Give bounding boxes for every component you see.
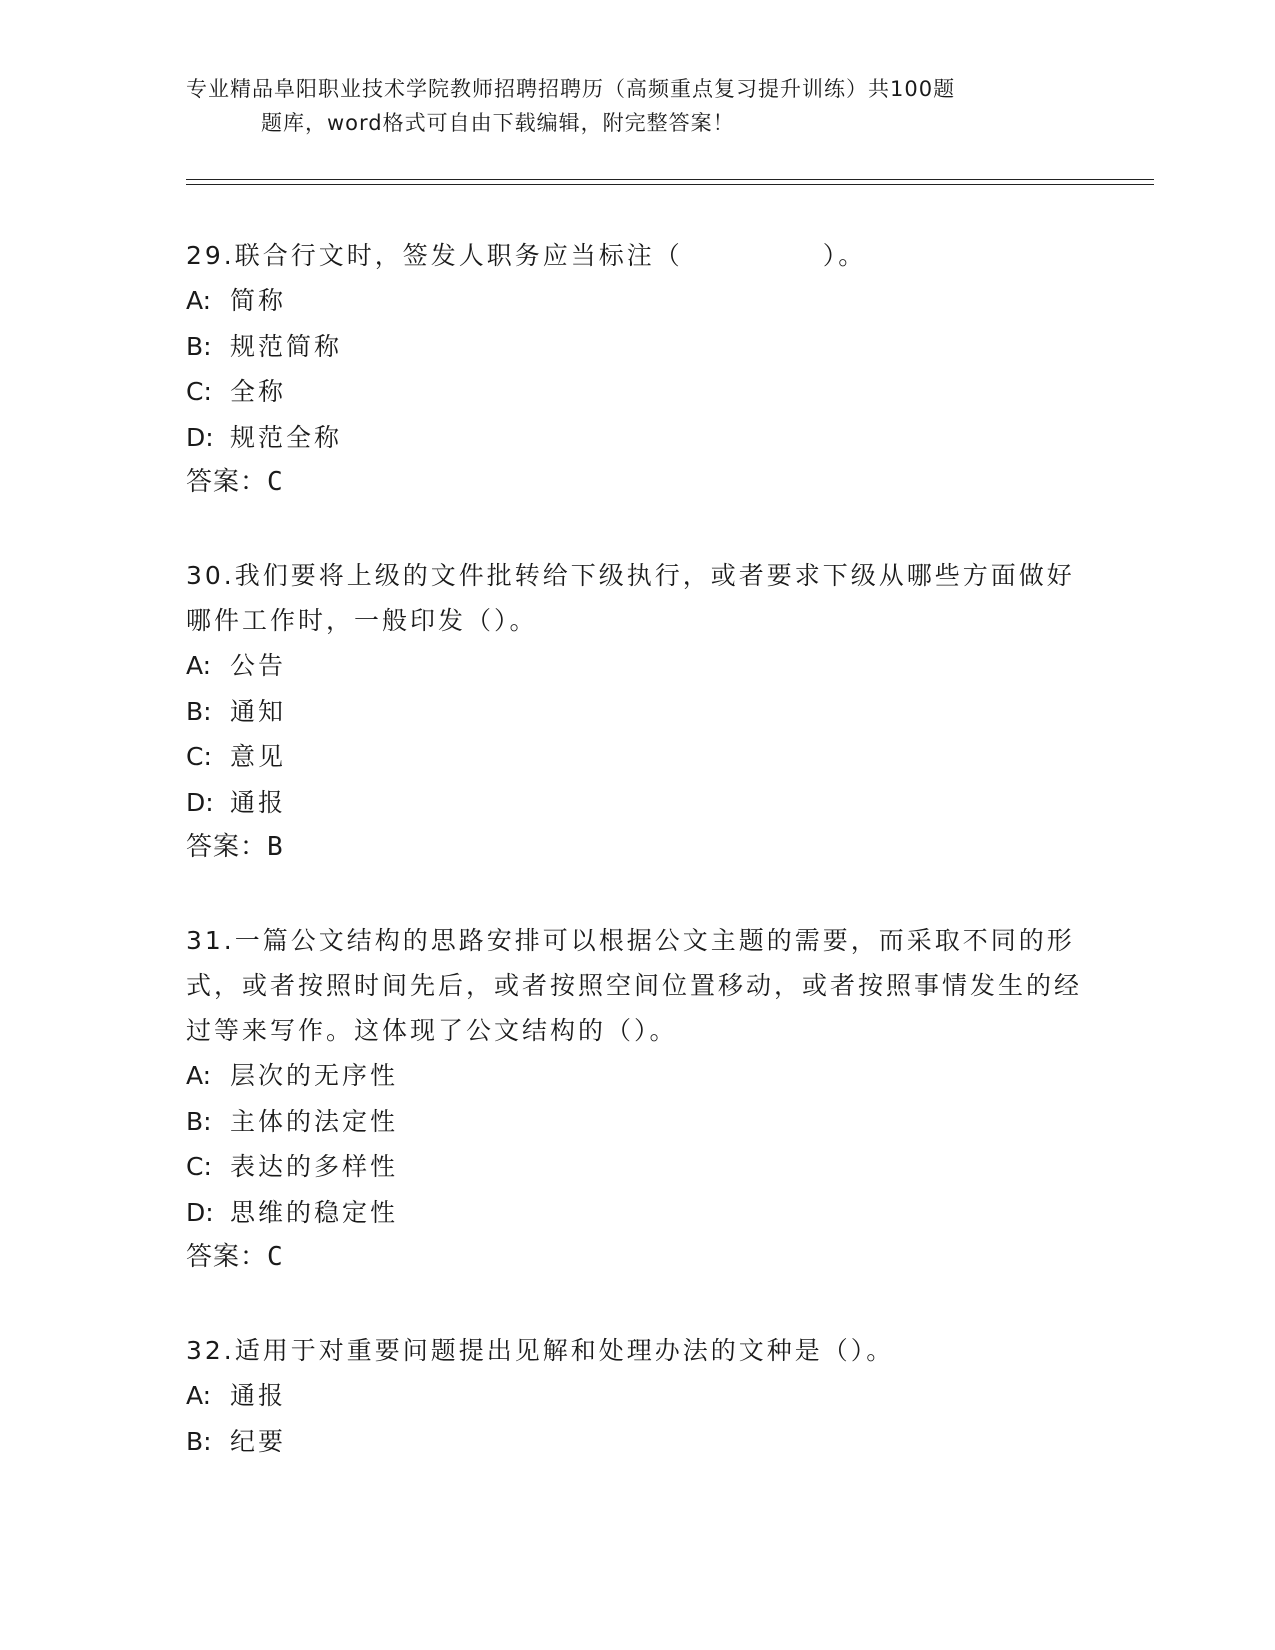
- option-key: A:: [186, 1061, 212, 1090]
- question-29: [186, 233, 1086, 505]
- option-d: [186, 1190, 1086, 1236]
- option-key: C:: [186, 377, 212, 406]
- document-header: [186, 72, 1086, 140]
- option-b: [186, 1099, 1086, 1145]
- option-key: D:: [186, 422, 214, 452]
- question-list: [186, 233, 1086, 1512]
- option-key: B:: [186, 1426, 212, 1456]
- option-b: [186, 689, 1086, 735]
- answer-line: [186, 460, 1086, 505]
- header-divider-bottom: [186, 184, 1154, 185]
- option-text: 纪要: [230, 1426, 287, 1456]
- option-key: C:: [186, 742, 212, 771]
- option-c: [186, 369, 1086, 415]
- option-key: B:: [186, 1106, 212, 1136]
- option-text: 全称: [230, 377, 287, 406]
- option-text: 通报: [230, 1381, 287, 1410]
- header-title-line-2: 题库，word格式可自由下载编辑，附完整答案！: [261, 111, 735, 135]
- answer-value: B: [267, 832, 284, 862]
- option-key: B:: [186, 696, 212, 726]
- question-stem: 31.一篇公文结构的思路安排可以根据公文主题的需要，而采取不同的形式，或者按照时间先后，或者按照空间位置移动，或者按照事情发生的经过等来写作。这体现了公文结构的（）。: [186, 926, 1083, 1045]
- option-text: 意见: [230, 742, 287, 771]
- answer-line: [186, 825, 1086, 870]
- option-a: [186, 643, 1086, 689]
- option-text: 通报: [230, 787, 287, 817]
- option-key: D:: [186, 787, 214, 817]
- answer-label: 答案：: [186, 832, 268, 862]
- answer-value: C: [267, 467, 284, 497]
- option-c: [186, 1144, 1086, 1190]
- option-text: 规范简称: [230, 331, 343, 361]
- option-text: 表达的多样性: [230, 1152, 399, 1181]
- option-text: 通知: [230, 696, 287, 726]
- option-key: A:: [186, 286, 212, 315]
- answer-line: [186, 1235, 1086, 1280]
- option-b: [186, 1419, 1086, 1465]
- option-key: A:: [186, 651, 212, 680]
- option-text: 简称: [230, 286, 287, 315]
- option-d: [186, 780, 1086, 826]
- option-a: [186, 1053, 1086, 1099]
- option-text: 层次的无序性: [230, 1061, 399, 1090]
- option-c: [186, 734, 1086, 780]
- question-stem: 32.适用于对重要问题提出见解和处理办法的文种是（）。: [186, 1336, 895, 1365]
- option-b: [186, 324, 1086, 370]
- option-key: D:: [186, 1197, 214, 1227]
- option-text: 思维的稳定性: [230, 1197, 399, 1227]
- question-30: [186, 553, 1086, 870]
- answer-value: C: [267, 1242, 284, 1272]
- header-divider-top: [186, 179, 1154, 180]
- question-31: [186, 918, 1086, 1280]
- question-stem: 29.联合行文时，签发人职务应当标注（ ）。: [186, 241, 867, 270]
- option-text: 公告: [230, 651, 287, 680]
- option-d: [186, 415, 1086, 461]
- option-key: B:: [186, 331, 212, 361]
- option-text: 主体的法定性: [230, 1106, 399, 1136]
- option-key: C:: [186, 1152, 212, 1181]
- answer-label: 答案：: [186, 1242, 268, 1272]
- option-a: [186, 1373, 1086, 1419]
- option-key: A:: [186, 1381, 212, 1410]
- header-title-line-1: 专业精品阜阳职业技术学院教师招聘招聘历（高频重点复习提升训练）共100题: [186, 77, 956, 101]
- option-a: [186, 278, 1086, 324]
- answer-label: 答案：: [186, 467, 268, 497]
- question-stem: 30.我们要将上级的文件批转给下级执行，或者要求下级从哪些方面做好哪件工作时，一般印发（）。: [186, 561, 1075, 635]
- question-32: [186, 1328, 1086, 1464]
- option-text: 规范全称: [230, 422, 343, 452]
